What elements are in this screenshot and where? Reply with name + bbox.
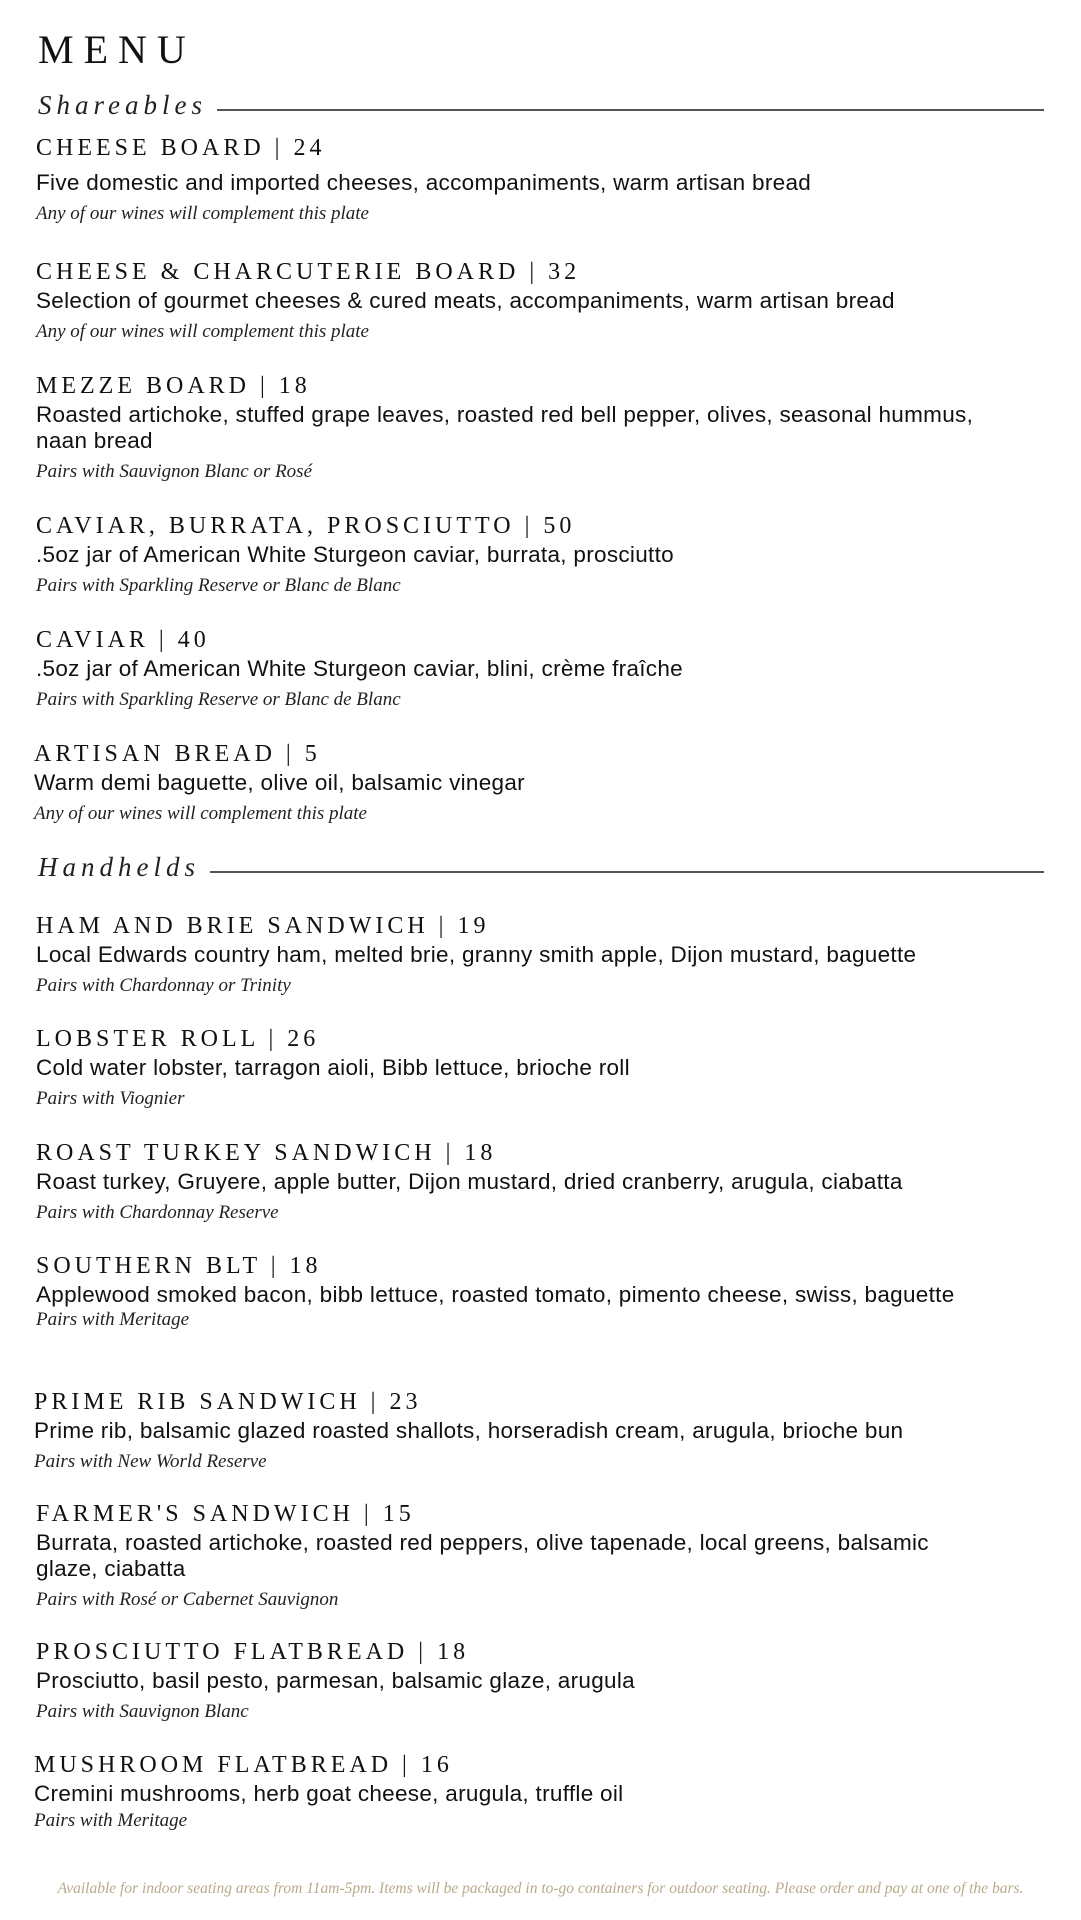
item-pairing: Pairs with Chardonnay Reserve [36,1202,279,1223]
item-description: Cremini mushrooms, herb goat cheese, arugula, truffle oil [34,1781,624,1806]
item-pairing: Pairs with Sauvignon Blanc [36,1701,249,1722]
item-pairing: Any of our wines will complement this plate [34,803,367,824]
item-pairing: Pairs with Sparkling Reserve or Blanc de Blanc [36,689,401,710]
item-pairing: Pairs with Sparkling Reserve or Blanc de Blanc [36,575,401,596]
item-pairing: Any of our wines will complement this plate [36,203,369,224]
item-name: ARTISAN BREAD | 5 [34,741,321,767]
item-description: Warm demi baguette, olive oil, balsamic vinegar [34,770,525,795]
menu-item [36,1252,1046,1332]
menu-item [36,1139,1046,1225]
item-pairing: Pairs with Meritage [36,1309,190,1330]
menu-item [36,258,1046,344]
item-name: MUSHROOM FLATBREAD | 16 [34,1752,453,1778]
menu-item [36,134,1046,226]
section-divider [204,109,1044,111]
item-name: SOUTHERN BLT | 18 [36,1253,322,1279]
item-pairing: Pairs with Rosé or Cabernet Sauvignon [36,1589,339,1610]
section-header-handhelds [36,852,1044,888]
item-name: PRIME RIB SANDWICH | 23 [34,1389,422,1415]
item-pairing: Pairs with Viognier [36,1088,185,1109]
menu-item [34,1751,1044,1833]
menu-item [34,1388,1044,1474]
item-name: CHEESE & CHARCUTERIE BOARD | 32 [36,259,581,285]
section-header-shareables [36,90,1044,126]
item-pairing: Pairs with Sauvignon Blanc or Rosé [36,461,313,482]
item-name: HAM AND BRIE SANDWICH | 19 [36,913,490,939]
item-name: PROSCIUTTO FLATBREAD | 18 [36,1639,470,1665]
item-description: Selection of gourmet cheeses & cured meats, accompaniments, warm artisan bread [36,288,895,313]
item-description: Roast turkey, Gruyere, apple butter, Dijon mustard, dried cranberry, arugula, ciabatta [36,1169,903,1194]
section-divider [204,871,1044,873]
section-title: Handhelds [38,852,210,883]
item-description: Roasted artichoke, stuffed grape leaves, roasted red bell pepper, olives, seasonal hummus, naan bread [36,402,974,453]
item-description: Cold water lobster, tarragon aioli, Bibb lettuce, brioche roll [36,1055,630,1080]
item-name: LOBSTER ROLL | 26 [36,1026,320,1052]
item-name: CAVIAR, BURRATA, PROSCIUTTO | 50 [36,513,576,539]
menu-item [36,1500,1046,1612]
menu-item [36,512,1046,598]
item-description: Prime rib, balsamic glazed roasted shallots, horseradish cream, arugula, brioche bun [34,1418,904,1443]
section-title: Shareables [38,90,217,121]
item-description: .5oz jar of American White Sturgeon caviar, burrata, prosciutto [36,542,674,567]
menu-item [36,626,1046,712]
item-pairing: Any of our wines will complement this plate [36,321,369,342]
menu-item [36,372,1046,484]
menu-item [34,740,1044,826]
item-description: Local Edwards country ham, melted brie, granny smith apple, Dijon mustard, baguette [36,942,917,967]
item-name: CAVIAR | 40 [36,627,210,653]
item-pairing: Pairs with Chardonnay or Trinity [36,975,291,996]
item-description: Five domestic and imported cheeses, accompaniments, warm artisan bread [36,170,812,195]
item-description: Prosciutto, basil pesto, parmesan, balsamic glaze, arugula [36,1668,635,1693]
menu-item [36,912,1046,998]
item-pairing: Pairs with New World Reserve [34,1451,267,1472]
item-name: CHEESE BOARD | 24 [36,135,326,161]
page-title: MENU [38,27,196,72]
menu-item [36,1025,1046,1111]
item-description: Applewood smoked bacon, bibb lettuce, roasted tomato, pimento cheese, swiss, baguette [36,1282,955,1307]
item-name: MEZZE BOARD | 18 [36,373,311,399]
footer-note: Available for indoor seating areas from 11am-5pm. Items will be packaged in to-go containers for outdoor seating. Please order and pay at one of the bars. [57,1880,1024,1897]
item-pairing: Pairs with Meritage [34,1810,188,1831]
item-description: .5oz jar of American White Sturgeon caviar, blini, crème fraîche [36,656,683,681]
item-name: FARMER'S SANDWICH | 15 [36,1501,415,1527]
item-name: ROAST TURKEY SANDWICH | 18 [36,1140,497,1166]
menu-item [36,1638,1046,1724]
item-description: Burrata, roasted artichoke, roasted red peppers, olive tapenade, local greens, balsamic glaze, ciabatta [36,1530,929,1581]
